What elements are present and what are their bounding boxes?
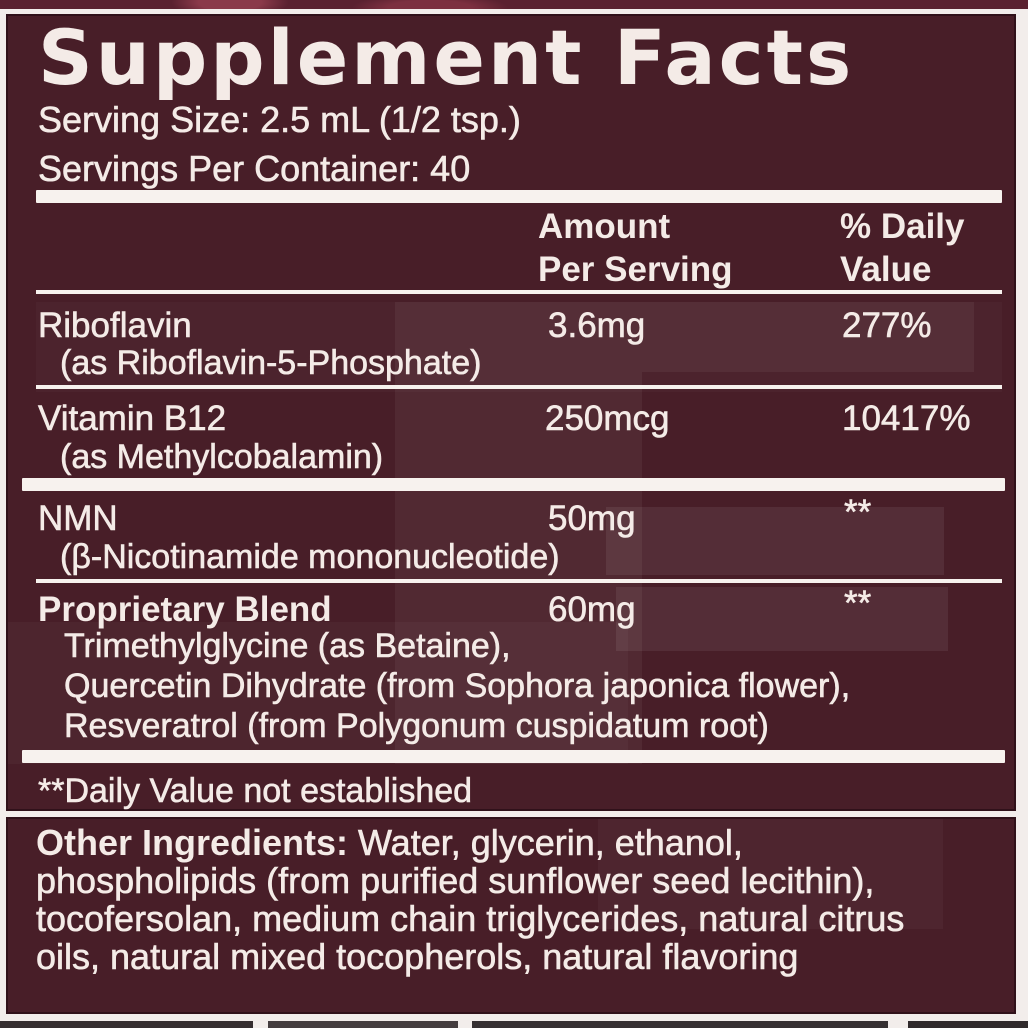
- row-b12-amount: 250mcg: [545, 399, 670, 438]
- row-riboflavin-dv: 277%: [842, 306, 932, 345]
- divider-thick-top: [36, 190, 1002, 203]
- row-blend-name: Proprietary Blend: [38, 590, 332, 629]
- header-amount-line2: Per Serving: [538, 250, 733, 289]
- bottom-block-4: [908, 1021, 1028, 1028]
- bottom-block-2: [268, 1021, 458, 1028]
- servings-per-container-line: Servings Per Container: 40: [38, 148, 471, 189]
- divider-thick-bottom: [22, 750, 1005, 763]
- supplement-facts-panel: [6, 14, 1016, 811]
- row-riboflavin-name: Riboflavin: [38, 306, 192, 345]
- row-blend-ingredient-1: Trimethylglycine (as Betaine),: [64, 627, 511, 665]
- row-riboflavin-source: (as Riboflavin-5-Phosphate): [60, 344, 482, 382]
- divider-thin-1: [36, 290, 1002, 294]
- serving-size-line: Serving Size: 2.5 mL (1/2 tsp.): [38, 99, 521, 140]
- divider-thick-middle-1: [22, 478, 1005, 491]
- watermark-rect-blend: [616, 584, 948, 651]
- bottom-block-3: [472, 1021, 888, 1028]
- row-b12-name: Vitamin B12: [38, 399, 227, 438]
- other-ingredients-label: Other Ingredients:: [36, 822, 349, 863]
- label-top-decoration: [0, 0, 1028, 9]
- header-dv-line2: Value: [840, 250, 932, 289]
- other-ingredients-box: [6, 817, 1016, 1014]
- row-blend-ingredient-3: Resveratrol (from Polygonum cuspidatum root): [64, 707, 769, 745]
- panel-title: Supplement Facts: [38, 13, 855, 102]
- header-dv-line1: % Daily: [840, 207, 965, 246]
- watermark-rect-nmn: [606, 507, 944, 575]
- row-nmn-amount: 50mg: [548, 499, 636, 538]
- other-ingredients-paragraph: [36, 824, 941, 976]
- header-amount-line1: Amount: [538, 207, 671, 246]
- bottom-block-1: [0, 1021, 253, 1028]
- row-b12-source: (as Methylcobalamin): [60, 438, 384, 476]
- other-ingredients-text: Water, glycerin, ethanol, phospholipids (from purified sunflower seed lecithin), tocofersolan, medium chain triglycerides, natural citrus oils, natural mixed tocopherols, natural flavoring: [36, 822, 905, 977]
- row-riboflavin-amount: 3.6mg: [548, 306, 646, 345]
- label-bottom-decoration: [0, 1021, 1028, 1028]
- divider-thin-2: [36, 385, 1002, 389]
- row-nmn-name: NMN: [38, 499, 118, 538]
- daily-value-footnote: **Daily Value not established: [38, 772, 473, 810]
- row-nmn-dv: **: [844, 493, 872, 532]
- row-blend-ingredient-2: Quercetin Dihydrate (from Sophora japonica flower),: [64, 667, 851, 705]
- row-b12-dv: 10417%: [842, 399, 971, 438]
- divider-thin-3: [36, 579, 1002, 583]
- row-nmn-source: (β-Nicotinamide mononucleotide): [60, 538, 560, 576]
- row-blend-amount: 60mg: [548, 590, 636, 629]
- row-blend-dv: **: [844, 584, 872, 623]
